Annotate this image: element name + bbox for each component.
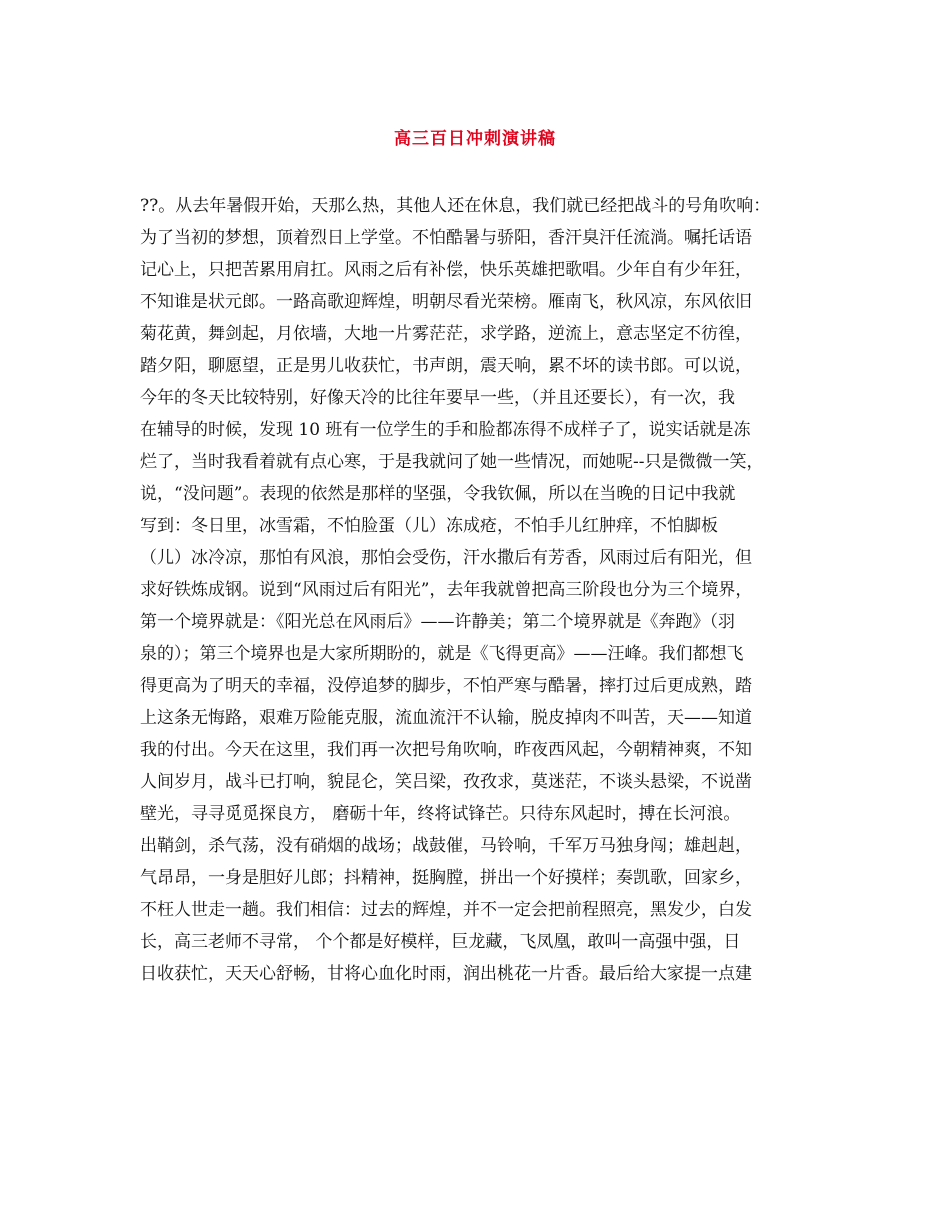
body-line: （儿）冰冷凉，那怕有风浪，那怕会受伤，汗水撒后有芳香，风雨过后有阳光，但	[140, 548, 752, 568]
body-line: 记心上，只把苦累用肩扛。风雨之后有补偿，快乐英雄把歌唱。少年自有少年狂，	[140, 260, 752, 280]
body-line: 为了当初的梦想，顶着烈日上学堂。不怕酷暑与骄阳，香汗臭汗任流淌。嘱托话语	[140, 228, 752, 248]
body-line: 得更高为了明天的幸福，没停追梦的脚步，不怕严寒与酷暑，摔打过后更成熟，踏	[140, 676, 752, 696]
body-line: 在辅导的时候，发现 10 班有一位学生的手和脸都冻得不成样子了，说实话就是冻	[140, 420, 751, 440]
body-line: 日收获忙，天天心舒畅，甘将心血化时雨，润出桃花一片香。最后给大家提一点建	[140, 964, 752, 984]
document-title: 高三百日冲刺演讲稿	[394, 129, 556, 149]
body-line: 不知谁是状元郎。一路高歌迎辉煌，明朝尽看光荣榜。雁南飞，秋风凉，东风依旧	[140, 292, 752, 312]
body-line: 不枉人世走一趟。我们相信：过去的辉煌，并不一定会把前程照亮，黑发少，白发	[140, 900, 752, 920]
document-body	[140, 190, 820, 990]
body-line: 上这条无悔路，艰难万险能克服，流血流汗不认输，脱皮掉肉不叫苦，天——知道	[140, 708, 752, 728]
body-line: 人间岁月，战斗已打响，貌昆仑，笑吕梁，孜孜求，莫迷茫，不谈头悬梁，不说凿	[140, 772, 752, 792]
body-line: 踏夕阳，聊愿望，正是男儿收获忙，书声朗，震天响，累不坏的读书郎。可以说，	[140, 356, 752, 376]
body-line: 我的付出。今天在这里，我们再一次把号角吹响，昨夜西风起，今朝精神爽，不知	[140, 740, 752, 760]
body-line: 菊花黄，舞剑起，月依墙，大地一片雾茫茫，求学路，逆流上，意志坚定不彷徨，	[140, 324, 752, 344]
body-line: ??。从去年暑假开始，天那么热，其他人还在休息，我们就已经把战斗的号角吹响：	[140, 196, 771, 216]
body-line: 长，高三老师不寻常， 个个都是好模样，巨龙藏，飞凤凰，敢叫一高强中强，日	[140, 932, 741, 952]
body-line: 第一个境界就是：《阳光总在风雨后》——许静美；第二个境界就是《奔跑》（羽	[140, 612, 735, 632]
body-line: 求好铁炼成钢。说到“风雨过后有阳光”，去年我就曾把高三阶段也分为三个境界，	[140, 580, 753, 600]
body-line: 泉的）；第三个境界也是大家所期盼的，就是《飞得更高》——汪峰。我们都想飞	[140, 644, 744, 664]
body-line: 今年的冬天比较特别，好像天冷的比往年要早一些，（并且还要长），有一次，我	[140, 388, 735, 408]
body-line: 说，“没问题”。表现的依然是那样的坚强，令我钦佩，所以在当晚的日记中我就	[140, 484, 736, 504]
body-line: 出鞘剑，杀气荡，没有硝烟的战场；战鼓催，马铃响，千军万马独身闯；雄赳赳，	[140, 836, 752, 856]
body-line: 气昂昂，一身是胆好儿郎；抖精神，挺胸膛，拼出一个好摸样；奏凯歌，回家乡，	[140, 868, 752, 888]
body-line: 壁光，寻寻觅觅探良方， 磨砺十年，终将试锋芒。只待东风起时，搏在长河浪。	[140, 804, 741, 824]
body-line: 写到：冬日里，冰雪霜，不怕脸蛋（儿）冻成疮，不怕手儿红肿痒，不怕脚板	[140, 516, 718, 536]
body-line: 烂了，当时我看着就有点心寒，于是我就问了她一些情况，而她呢--只是微微一笑，	[140, 452, 764, 472]
